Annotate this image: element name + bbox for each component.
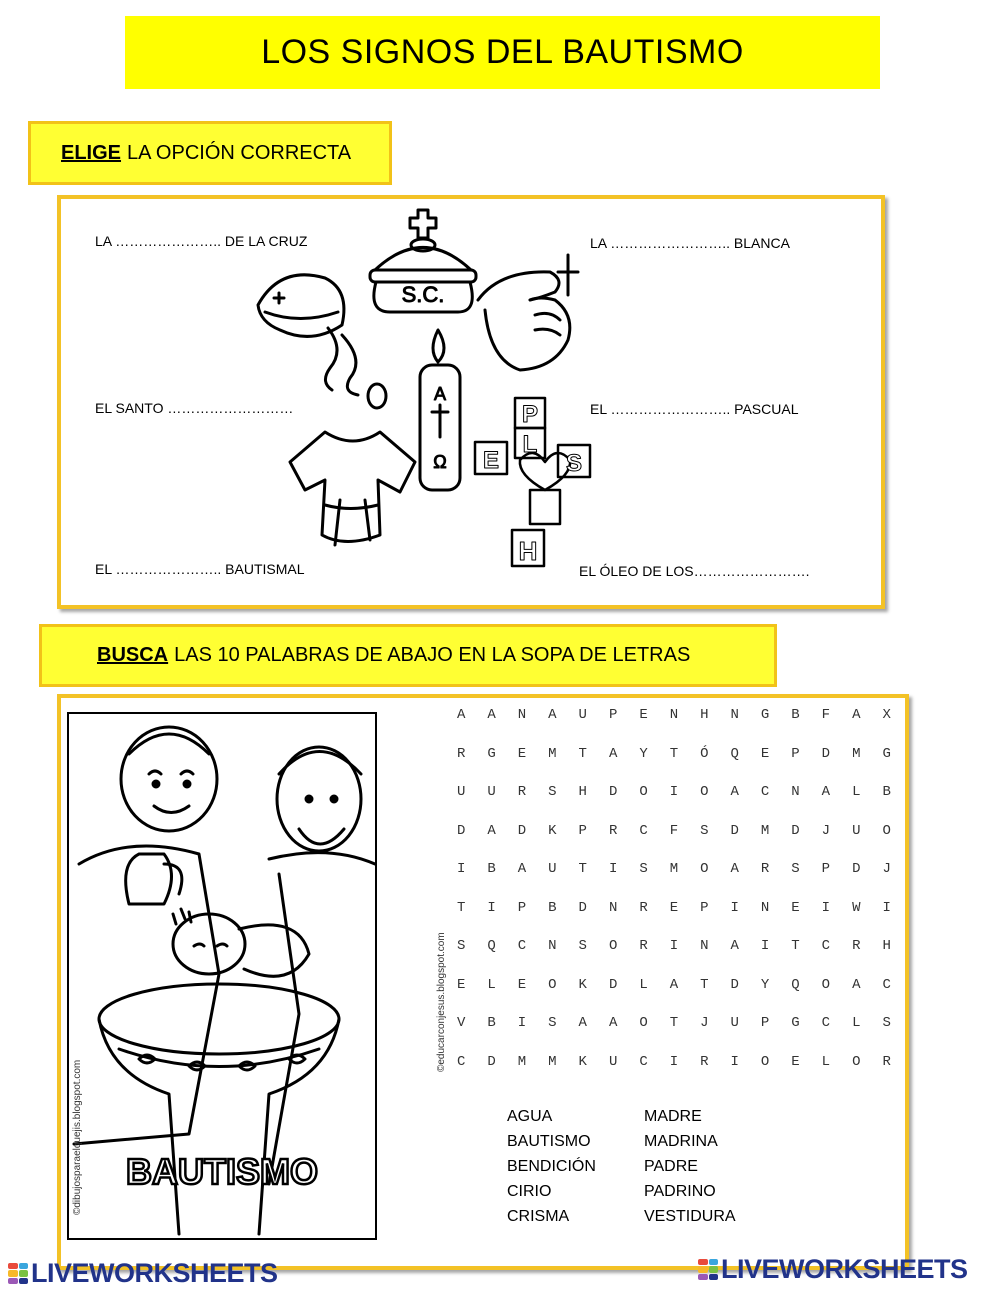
word-list-right: [644, 1104, 736, 1229]
word-search-cell[interactable]: L: [821, 1053, 831, 1070]
word-search-row: [446, 1043, 902, 1082]
word-search-cell[interactable]: D: [456, 822, 466, 839]
blank-bautismal[interactable]: EL ………………….. BAUTISMAL: [95, 561, 305, 577]
baptism-symbols-illustration: [250, 200, 595, 580]
baptism-scene-illustration: [69, 714, 375, 1238]
word-search-cell[interactable]: O: [639, 784, 648, 801]
word-search-cell[interactable]: B: [487, 861, 496, 878]
word-search-cell[interactable]: R: [700, 1053, 709, 1070]
word-search-cell[interactable]: H: [578, 784, 587, 801]
word-search-cell[interactable]: O: [852, 1053, 861, 1070]
word-search-cell[interactable]: Q: [730, 745, 739, 762]
baptism-caption: BAUTISMO: [126, 1151, 318, 1192]
word-search-cell[interactable]: N: [760, 899, 770, 916]
word-search-cell[interactable]: E: [760, 745, 770, 762]
word-search-cell[interactable]: B: [487, 1015, 496, 1032]
section-keyword-busca: BUSCA: [97, 644, 169, 666]
word-search-cell[interactable]: I: [760, 938, 770, 955]
word-search-cell[interactable]: I: [669, 784, 679, 801]
word-search-cell[interactable]: H: [882, 938, 891, 955]
word-search-cell[interactable]: N: [517, 707, 527, 724]
word-search-cell[interactable]: D: [730, 976, 739, 993]
word-search-cell[interactable]: E: [517, 976, 527, 993]
word-search-cell[interactable]: T: [578, 861, 587, 878]
blank-santo[interactable]: EL SANTO ………………………: [95, 400, 294, 416]
word-search-cell[interactable]: T: [456, 899, 466, 916]
word-search-cell[interactable]: N: [700, 938, 709, 955]
blank-oleo[interactable]: EL ÓLEO DE LOS…………………….: [579, 563, 810, 579]
liveworksheets-logo-text: LIVEWORKSHEETS: [721, 1254, 968, 1284]
word-search-cell[interactable]: U: [456, 784, 466, 801]
svg-text:S: S: [565, 450, 583, 477]
word-search-cell[interactable]: M: [669, 861, 679, 878]
word-search-cell[interactable]: Y: [760, 976, 770, 993]
word-search-cell[interactable]: P: [608, 707, 618, 724]
word-search-cell[interactable]: M: [517, 1053, 527, 1070]
word-search-cell[interactable]: A: [487, 822, 496, 839]
word-item: AGUA: [507, 1108, 553, 1125]
water-shell-icon: [258, 275, 386, 408]
word-search-cell[interactable]: C: [639, 822, 648, 839]
word-search-cell[interactable]: C: [882, 976, 891, 993]
word-search-cell[interactable]: J: [700, 1015, 709, 1032]
word-item: CRISMA: [507, 1208, 570, 1225]
svg-text:H: H: [518, 536, 538, 566]
word-search-cell[interactable]: L: [487, 976, 496, 993]
word-search-cell[interactable]: Ó: [700, 745, 709, 762]
word-search-cell[interactable]: I: [821, 899, 831, 916]
word-item: BENDICIÓN: [507, 1158, 596, 1175]
word-search-cell[interactable]: I: [882, 899, 891, 916]
word-search-cell[interactable]: P: [791, 745, 800, 762]
word-search-cell[interactable]: E: [791, 899, 800, 916]
word-search-cell[interactable]: K: [578, 976, 587, 993]
word-search-cell[interactable]: D: [852, 861, 861, 878]
word-search-cell[interactable]: D: [730, 822, 739, 839]
word-search-cell[interactable]: A: [517, 861, 527, 878]
section-text-elige: LA OPCIÓN CORRECTA: [127, 141, 352, 164]
word-search-cell[interactable]: U: [730, 1015, 739, 1032]
word-search-row: [446, 735, 902, 774]
word-search-cell[interactable]: S: [639, 861, 648, 878]
word-search-cell[interactable]: T: [669, 1015, 679, 1032]
word-search-cell[interactable]: Y: [639, 745, 648, 762]
word-search-cell[interactable]: U: [487, 784, 496, 801]
baptism-scene-frame: [67, 712, 377, 1240]
word-search-cell[interactable]: U: [548, 861, 557, 878]
word-search-cell[interactable]: H: [700, 707, 709, 724]
svg-text:P: P: [521, 401, 539, 428]
svg-text:L: L: [522, 431, 538, 458]
word-search-cell[interactable]: F: [669, 822, 679, 839]
word-search-cell[interactable]: O: [639, 1015, 648, 1032]
word-item: VESTIDURA: [644, 1208, 736, 1225]
word-search-cell[interactable]: A: [456, 707, 466, 724]
svg-text:S.C.: S.C.: [401, 282, 445, 307]
word-search-cell[interactable]: I: [730, 1053, 739, 1070]
word-search-cell[interactable]: Q: [791, 976, 800, 993]
word-search-cell[interactable]: E: [639, 707, 648, 724]
word-search-cell[interactable]: R: [608, 822, 618, 839]
word-search-cell[interactable]: S: [578, 938, 587, 955]
word-search-cell[interactable]: N: [791, 784, 800, 801]
word-search-cell[interactable]: Q: [487, 938, 496, 955]
word-search-cell[interactable]: I: [669, 938, 679, 955]
word-search-cell[interactable]: P: [821, 861, 831, 878]
section-keyword-elige: ELIGE: [61, 141, 122, 164]
svg-text:E: E: [482, 447, 500, 474]
word-search-cell[interactable]: C: [821, 1015, 831, 1032]
word-item: CIRIO: [507, 1183, 552, 1200]
word-search-cell[interactable]: O: [700, 861, 709, 878]
word-search-cell[interactable]: R: [639, 899, 648, 916]
word-search-cell[interactable]: R: [517, 784, 527, 801]
word-search-cell[interactable]: G: [791, 1015, 800, 1032]
word-search-cell[interactable]: D: [821, 745, 831, 762]
word-search-cell[interactable]: U: [608, 1053, 618, 1070]
word-search-cell[interactable]: T: [700, 976, 709, 993]
word-search-cell[interactable]: T: [791, 938, 800, 955]
word-search-cell[interactable]: A: [730, 938, 739, 955]
word-search-cell[interactable]: M: [852, 745, 861, 762]
word-search-cell[interactable]: S: [791, 861, 800, 878]
liveworksheets-logo-text: LIVEWORKSHEETS: [31, 1258, 278, 1288]
word-search-cell[interactable]: K: [578, 1053, 587, 1070]
word-search-cell[interactable]: W: [852, 899, 861, 916]
word-search-cell[interactable]: A: [730, 861, 739, 878]
word-search-cell[interactable]: D: [791, 822, 800, 839]
word-list-left: [507, 1104, 596, 1229]
word-search-cell[interactable]: G: [882, 745, 891, 762]
word-search-cell[interactable]: A: [730, 784, 739, 801]
word-search-cell[interactable]: I: [669, 1053, 679, 1070]
word-search-cell[interactable]: B: [882, 784, 891, 801]
word-search-cell[interactable]: A: [548, 707, 557, 724]
word-search-cell[interactable]: N: [608, 899, 618, 916]
word-search-cell[interactable]: P: [517, 899, 527, 916]
word-search-cell[interactable]: D: [487, 1053, 496, 1070]
word-search-cell[interactable]: P: [760, 1015, 770, 1032]
word-search-row: [446, 1004, 902, 1043]
word-search-row: [446, 812, 902, 851]
word-search-row: [446, 927, 902, 966]
word-search-cell[interactable]: I: [608, 861, 618, 878]
word-search-cell[interactable]: S: [700, 822, 709, 839]
word-search-cell[interactable]: S: [548, 784, 557, 801]
svg-text:A: A: [433, 384, 447, 404]
word-search-cell[interactable]: S: [548, 1015, 557, 1032]
word-search-row: [446, 696, 902, 735]
word-search-cell[interactable]: M: [548, 745, 557, 762]
word-search-cell[interactable]: F: [821, 707, 831, 724]
liveworksheets-logo-right: [698, 1254, 968, 1285]
word-search-cell[interactable]: E: [517, 745, 527, 762]
page-title: [125, 16, 880, 89]
word-search-cell[interactable]: A: [852, 976, 861, 993]
word-search-cell[interactable]: N: [669, 707, 679, 724]
word-search-cell[interactable]: O: [548, 976, 557, 993]
white-garment-icon: [290, 432, 415, 545]
word-search-cell[interactable]: P: [700, 899, 709, 916]
hand-blessing-icon: [478, 255, 578, 370]
word-search-cell[interactable]: E: [456, 976, 466, 993]
word-search-cell[interactable]: N: [730, 707, 739, 724]
word-search-cell[interactable]: N: [548, 938, 557, 955]
word-search-cell[interactable]: C: [821, 938, 831, 955]
credit-educar: ©educarconjesus.blogspot.com: [436, 932, 447, 1072]
word-search-cell[interactable]: K: [548, 822, 557, 839]
word-search-cell[interactable]: R: [639, 938, 648, 955]
section-header-elige: [28, 121, 392, 185]
word-search-cell[interactable]: S: [456, 938, 466, 955]
word-search-cell[interactable]: A: [669, 976, 679, 993]
blank-blanca[interactable]: LA …………………….. BLANCA: [590, 235, 790, 251]
word-search-cell[interactable]: O: [760, 1053, 770, 1070]
word-search-cell[interactable]: T: [669, 745, 679, 762]
word-search-cell[interactable]: M: [760, 822, 770, 839]
word-search-cell[interactable]: U: [578, 707, 587, 724]
word-search-cell[interactable]: O: [608, 938, 618, 955]
word-search-cell[interactable]: G: [487, 745, 496, 762]
liveworksheets-logo-left: [8, 1258, 278, 1289]
blank-cruz[interactable]: LA ………………….. DE LA CRUZ: [95, 233, 308, 249]
word-search-cell[interactable]: L: [852, 1015, 861, 1032]
word-search-cell[interactable]: J: [821, 822, 831, 839]
word-search-cell[interactable]: E: [669, 899, 679, 916]
svg-text:Ω: Ω: [433, 452, 447, 472]
word-search-cell[interactable]: A: [852, 707, 861, 724]
word-search-cell[interactable]: C: [456, 1053, 466, 1070]
word-search-cell[interactable]: R: [852, 938, 861, 955]
word-search-cell[interactable]: B: [791, 707, 800, 724]
word-search-cell[interactable]: R: [456, 745, 466, 762]
word-search-cell[interactable]: U: [852, 822, 861, 839]
word-search-cell[interactable]: D: [517, 822, 527, 839]
word-search-cell[interactable]: J: [882, 861, 891, 878]
liveworksheets-badge-icon: [8, 1263, 28, 1285]
word-search-cell[interactable]: R: [760, 861, 770, 878]
word-item: BAUTISMO: [507, 1133, 591, 1150]
word-search-cell[interactable]: X: [882, 707, 891, 724]
word-item: PADRE: [644, 1158, 698, 1175]
word-search-cell[interactable]: A: [608, 1015, 618, 1032]
word-search-cell[interactable]: V: [456, 1015, 466, 1032]
word-search-row: [446, 889, 902, 928]
word-search-cell[interactable]: C: [760, 784, 770, 801]
page-title-text: LOS SIGNOS DEL BAUTISMO: [261, 33, 744, 71]
word-search-cell[interactable]: M: [548, 1053, 557, 1070]
word-search-cell[interactable]: T: [578, 745, 587, 762]
word-search-cell[interactable]: G: [760, 707, 770, 724]
word-search-row: [446, 850, 902, 889]
section-header-busca: [39, 624, 777, 687]
word-search-cell[interactable]: I: [456, 861, 466, 878]
holy-oil-jar-icon: [370, 210, 476, 312]
word-search-cell[interactable]: L: [852, 784, 861, 801]
word-search-cell[interactable]: O: [700, 784, 709, 801]
word-search-cell[interactable]: A: [578, 1015, 587, 1032]
word-item: MADRE: [644, 1108, 702, 1125]
word-search-cell[interactable]: E: [791, 1053, 800, 1070]
word-search-cell[interactable]: O: [821, 976, 831, 993]
word-search-cell[interactable]: D: [578, 899, 587, 916]
word-item: MADRINA: [644, 1133, 718, 1150]
word-search-cell[interactable]: A: [821, 784, 831, 801]
section-text-busca: LAS 10 PALABRAS DE ABAJO EN LA SOPA DE LETRAS: [174, 644, 691, 666]
word-search-cell[interactable]: O: [882, 822, 891, 839]
word-search-cell[interactable]: D: [608, 784, 618, 801]
word-search-cell[interactable]: I: [487, 899, 496, 916]
word-search-cell[interactable]: D: [608, 976, 618, 993]
word-search-cell[interactable]: I: [517, 1015, 527, 1032]
word-search-cell[interactable]: I: [730, 899, 739, 916]
word-search-cell[interactable]: A: [608, 745, 618, 762]
word-search-grid[interactable]: [446, 696, 902, 1081]
word-search-row: [446, 773, 902, 812]
word-search-cell[interactable]: P: [578, 822, 587, 839]
word-search-cell[interactable]: B: [548, 899, 557, 916]
word-item: PADRINO: [644, 1183, 716, 1200]
liveworksheets-badge-icon: [698, 1259, 718, 1281]
blank-pascual[interactable]: EL …………………….. PASCUAL: [590, 401, 799, 417]
word-search-cell[interactable]: C: [517, 938, 527, 955]
word-search-cell[interactable]: R: [882, 1053, 891, 1070]
word-search-cell[interactable]: L: [639, 976, 648, 993]
word-search-cell[interactable]: A: [487, 707, 496, 724]
word-search-cell[interactable]: S: [882, 1015, 891, 1032]
crossword-letters-icon: [475, 398, 590, 566]
paschal-candle-icon: [420, 330, 460, 490]
word-search-cell[interactable]: C: [639, 1053, 648, 1070]
word-search-row: [446, 966, 902, 1005]
